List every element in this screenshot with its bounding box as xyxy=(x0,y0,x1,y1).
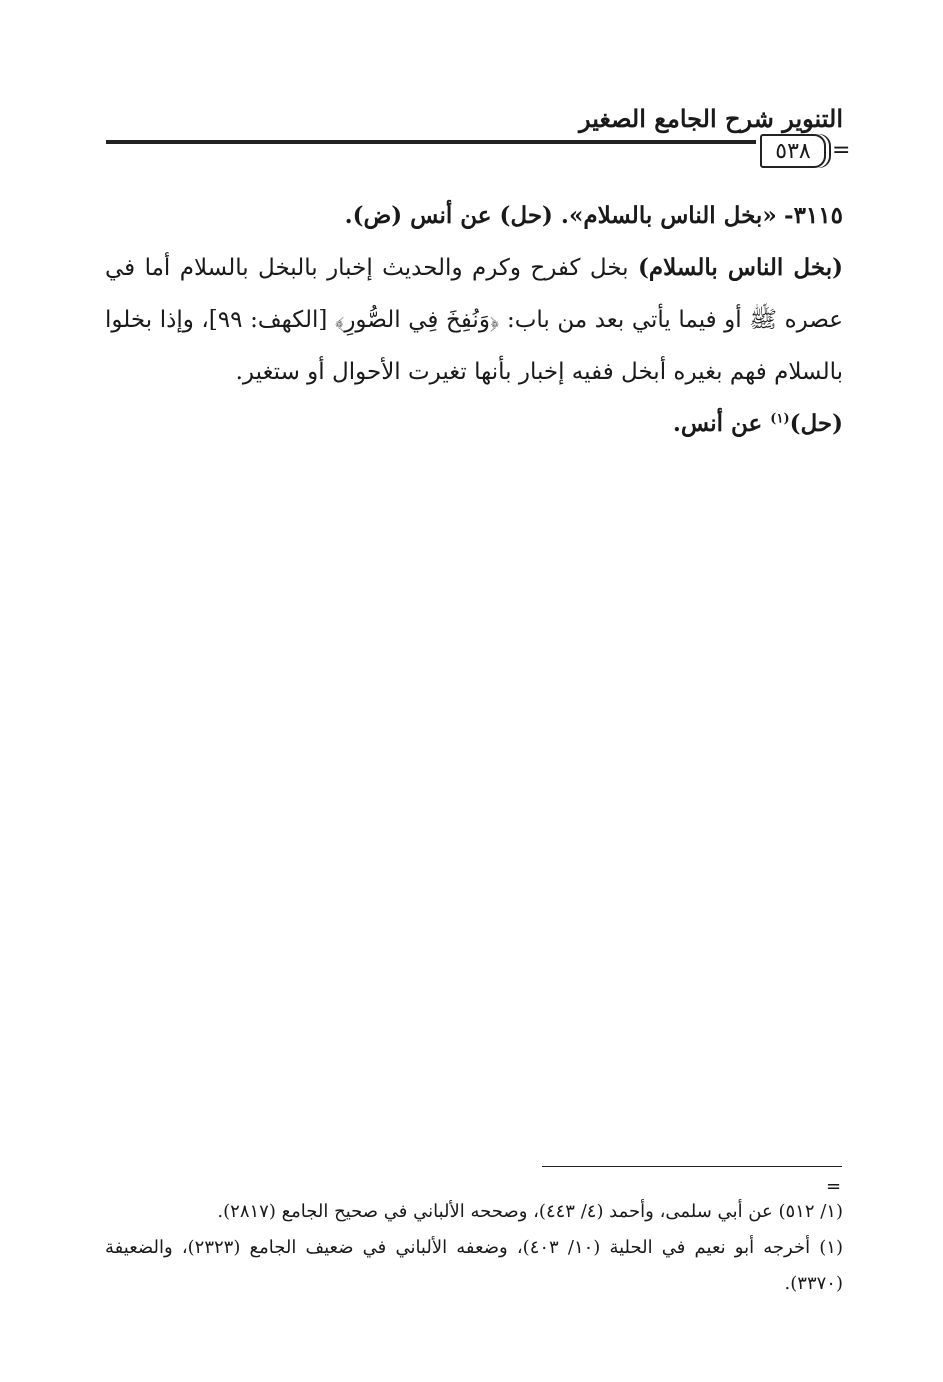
main-text xyxy=(105,190,843,450)
source-abbrev: (حل) xyxy=(789,410,843,437)
running-title: التنوير شرح الجامع الصغير xyxy=(579,104,843,133)
header-edge-mark: = xyxy=(832,138,851,163)
footnotes xyxy=(105,1194,843,1302)
footnote-reference[interactable]: (١) xyxy=(770,411,790,427)
footnote-continuation-mark: = xyxy=(826,1176,842,1197)
hadith-text: «بخل الناس بالسلام» xyxy=(568,202,777,229)
footnote-continuation: (١/ ٥١٢) عن أبي سلمى، وأحمد (٤/ ٤٤٣)، وصححه الألباني في صحيح الجامع (٢٨١٧). xyxy=(217,1201,843,1222)
footnote-rule xyxy=(542,1166,842,1167)
hadith-entry xyxy=(105,190,843,242)
commentary-lemma: (بخل الناس بالسلام) xyxy=(638,254,843,281)
hadith-attribution: . (حل) عن أنس (ض). xyxy=(344,202,569,229)
source-text: عن أنس. xyxy=(672,410,771,437)
commentary-paragraph xyxy=(105,242,843,398)
page-number: ٥٣٨ xyxy=(760,134,826,168)
footnote-1: (١) أخرجه أبو نعيم في الحلية (١٠/ ٤٠٣)، وضعفه الألباني في ضعيف الجامع (٢٣٢٣)، والضعيفة (٣٣٧٠). xyxy=(105,1237,843,1294)
source-line xyxy=(105,398,843,450)
hadith-number: ٣١١٥- xyxy=(784,202,843,229)
header-rule xyxy=(106,140,756,144)
commentary-body: بخل كفرح وكرم والحديث إخبار بالبخل بالسلام أما في عصره ﷺ أو فيما يأتي بعد من باب: ﴿وَنُفِخَ فِي الصُّورِ﴾ [الكهف: ٩٩]، وإذا بخلوا بالسلام فهم بغيره أبخل ففيه إخبار بأنها تغيرت الأحوال أو ستغير. xyxy=(105,255,843,385)
